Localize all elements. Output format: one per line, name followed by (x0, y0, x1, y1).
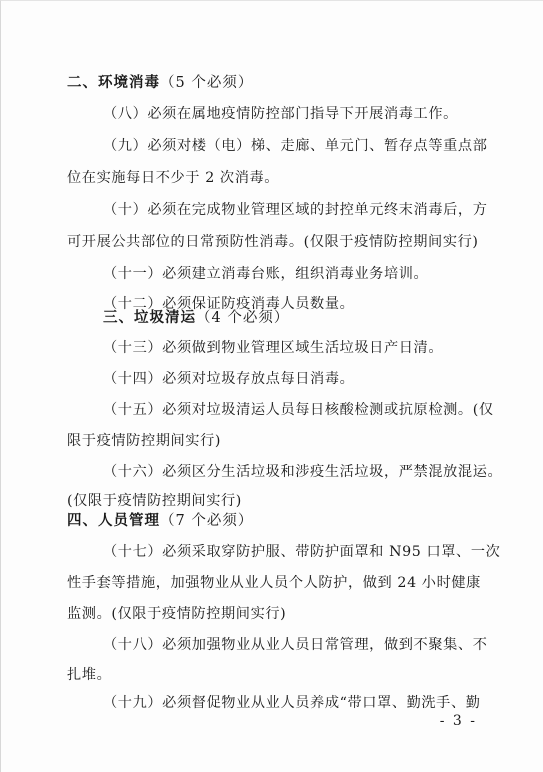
paragraph-line: (仅限于疫情防控期间实行) (67, 493, 242, 509)
paragraph-line: （八）必须在属地疫情防控部门指导下开展消毒工作。 (103, 106, 458, 122)
section-title: 四、人员管理 (67, 513, 160, 529)
paragraph-line: （十七）必须采取穿防护服、带防护面罩和 N95 口罩、一次 (103, 544, 501, 560)
paragraph-line: （十九）必须督促物业从业人员养成“带口罩、勤洗手、勤 (103, 695, 481, 711)
paragraph-line: 限于疫情防控期间实行) (67, 433, 222, 449)
section-title: 三、垃圾清运 (103, 310, 196, 326)
paragraph-line: 位在实施每日不少于 2 次消毒。 (67, 170, 280, 186)
section-note: （5 个必须） (160, 75, 254, 91)
section-note: （7 个必须） (160, 513, 254, 529)
section-heading (103, 308, 493, 328)
section-note: （4 个必须） (196, 310, 290, 326)
paragraph-line: （十五）必须对垃圾清运人员每日核酸检测或抗原检测。(仅 (103, 402, 494, 418)
page-number: - 3 - (439, 713, 477, 729)
paragraph-line: （十四）必须对垃圾存放点每日消毒。 (103, 371, 355, 387)
section-title: 二、环境消毒 (67, 75, 160, 91)
paragraph-line: （十三）必须做到物业管理区域生活垃圾日产日清。 (103, 340, 444, 356)
paragraph-line: （十）必须在完成物业管理区域的封控单元终末消毒后，方 (103, 202, 488, 218)
paragraph-line: （九）必须对楼（电）梯、走廊、单元门、暂存点等重点部 (103, 138, 488, 154)
paragraph-line: （十二）必须保证防疫消毒人员数量。 (103, 296, 355, 312)
paragraph-line: （十八）必须加强物业从业人员日常管理，做到不聚集、不 (103, 637, 488, 653)
paragraph-line: （十一）必须建立消毒台账，组织消毒业务培训。 (103, 266, 429, 282)
section-heading (67, 73, 493, 93)
paragraph-line: 性手套等措施，加强物业从业人员个人防护，做到 24 小时健康 (67, 575, 481, 591)
paragraph-line: 监测。(仅限于疫情防控期间实行) (67, 606, 287, 622)
paragraph-line: 扎堆。 (67, 667, 112, 683)
paragraph-line: （十六）必须区分生活垃圾和涉疫生活垃圾，严禁混放混运。 (103, 464, 503, 480)
paragraph-line: 可开展公共部位的日常预防性消毒。(仅限于疫情防控期间实行) (67, 234, 479, 250)
section-heading (67, 511, 493, 531)
